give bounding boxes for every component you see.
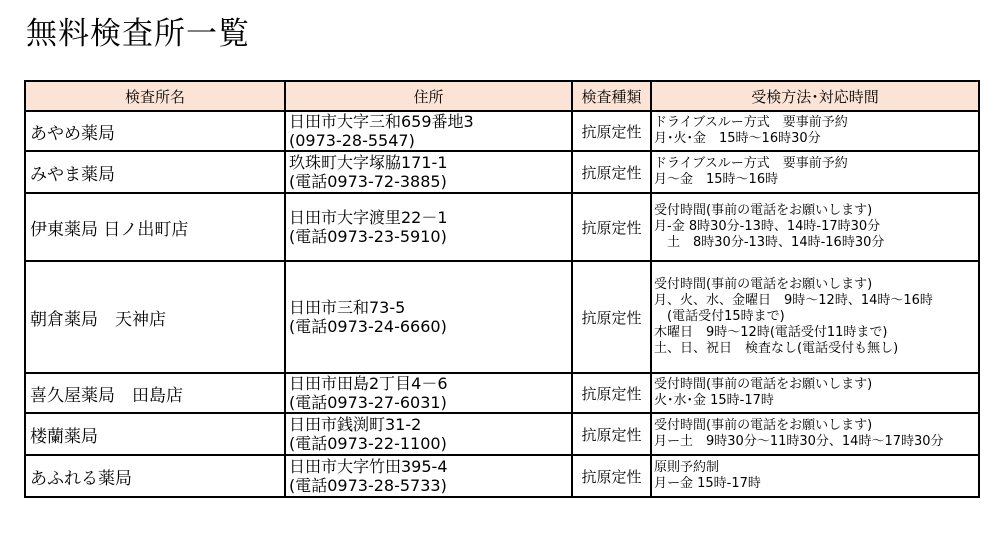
page-title: 無料検査所一覧	[26, 16, 250, 52]
table-row	[25, 151, 979, 193]
method-line: 月ー土 9時30分～11時30分、14時～17時30分	[654, 434, 944, 449]
header-type: 検査種類	[572, 81, 651, 111]
table-row	[25, 373, 979, 413]
method-line: 月-金 8時30分-13時、14時-17時30分	[654, 219, 881, 234]
test-method	[651, 413, 979, 455]
table-row	[25, 413, 979, 455]
phone-line: (電話0973-23-5910)	[289, 227, 447, 246]
test-type: 抗原定性	[572, 373, 651, 413]
address-line: 日田市大字渡里22－1	[289, 208, 448, 227]
clinic-address	[285, 261, 572, 373]
method-line: 月･火･金 15時～16時30分	[654, 131, 821, 146]
table-row	[25, 193, 979, 261]
test-method	[651, 151, 979, 193]
phone-line: (電話0973-24-6660)	[289, 317, 447, 336]
clinic-address	[285, 111, 572, 151]
address-line: 日田市田島2丁目4－6	[289, 374, 448, 393]
address-line: 日田市大字三和659番地3	[289, 112, 474, 131]
method-line: 月、火、水、金曜日 9時～12時、14時～16時	[654, 293, 933, 308]
method-line: 木曜日 9時～12時(電話受付11時まで)	[654, 325, 888, 340]
clinic-name: みやま薬局	[25, 151, 285, 193]
phone-line: (電話0973-22-1100)	[289, 434, 447, 453]
clinic-address	[285, 193, 572, 261]
method-line: ドライブスルー方式 要事前予約	[654, 115, 848, 130]
table-row	[25, 455, 979, 497]
method-line: 土 8時30分-13時、14時-16時30分	[654, 235, 885, 250]
clinic-name: 楼蘭薬局	[25, 413, 285, 455]
method-line: ドライブスルー方式 要事前予約	[654, 156, 848, 171]
method-line: 月～金 15時～16時	[654, 172, 779, 187]
test-type: 抗原定性	[572, 413, 651, 455]
test-method	[651, 373, 979, 413]
clinic-name: 伊東薬局 日ノ出町店	[25, 193, 285, 261]
clinic-name: あふれる薬局	[25, 455, 285, 497]
method-line: 原則予約制	[654, 460, 720, 475]
phone-line: (電話0973-27-6031)	[289, 393, 447, 412]
method-line: 受付時間(事前の電話をお願いします)	[654, 203, 873, 218]
address-line: 日田市大字竹田395-4	[289, 457, 448, 476]
clinic-address	[285, 413, 572, 455]
test-method	[651, 455, 979, 497]
test-type: 抗原定性	[572, 455, 651, 497]
address-line: 日田市銭渕町31-2	[289, 415, 422, 434]
test-method	[651, 193, 979, 261]
clinic-address	[285, 373, 572, 413]
test-method	[651, 261, 979, 373]
clinic-name: あやめ薬局	[25, 111, 285, 151]
clinic-name: 朝倉薬局 天神店	[25, 261, 285, 373]
method-line: 火･水･金 15時-17時	[654, 393, 774, 408]
phone-line: (電話0973-28-5733)	[289, 476, 447, 495]
address-line: 日田市三和73-5	[289, 298, 406, 317]
phone-line: (0973-28-5547)	[289, 131, 415, 150]
method-line: (電話受付15時まで)	[654, 309, 785, 324]
table-row	[25, 261, 979, 373]
clinic-name: 喜久屋薬局 田島店	[25, 373, 285, 413]
method-line: 土、日、祝日 検査なし(電話受付も無し)	[654, 341, 899, 356]
clinic-address	[285, 455, 572, 497]
method-line: 受付時間(事前の電話をお願いします)	[654, 377, 873, 392]
phone-line: (電話0973-72-3885)	[289, 172, 447, 191]
clinic-address	[285, 151, 572, 193]
method-line: 受付時間(事前の電話をお願いします)	[654, 418, 873, 433]
address-line: 玖珠町大字塚脇171-1	[289, 153, 448, 172]
test-type: 抗原定性	[572, 151, 651, 193]
table-row	[25, 111, 979, 151]
test-type: 抗原定性	[572, 193, 651, 261]
test-type: 抗原定性	[572, 111, 651, 151]
test-method	[651, 111, 979, 151]
test-type: 抗原定性	[572, 261, 651, 373]
clinic-table	[24, 80, 980, 498]
header-name: 検査所名	[25, 81, 285, 111]
method-line: 月ー金 15時-17時	[654, 476, 761, 491]
header-method: 受検方法･対応時間	[651, 81, 979, 111]
header-address: 住所	[285, 81, 572, 111]
method-line: 受付時間(事前の電話をお願いします)	[654, 277, 873, 292]
table-header-row	[25, 81, 979, 111]
